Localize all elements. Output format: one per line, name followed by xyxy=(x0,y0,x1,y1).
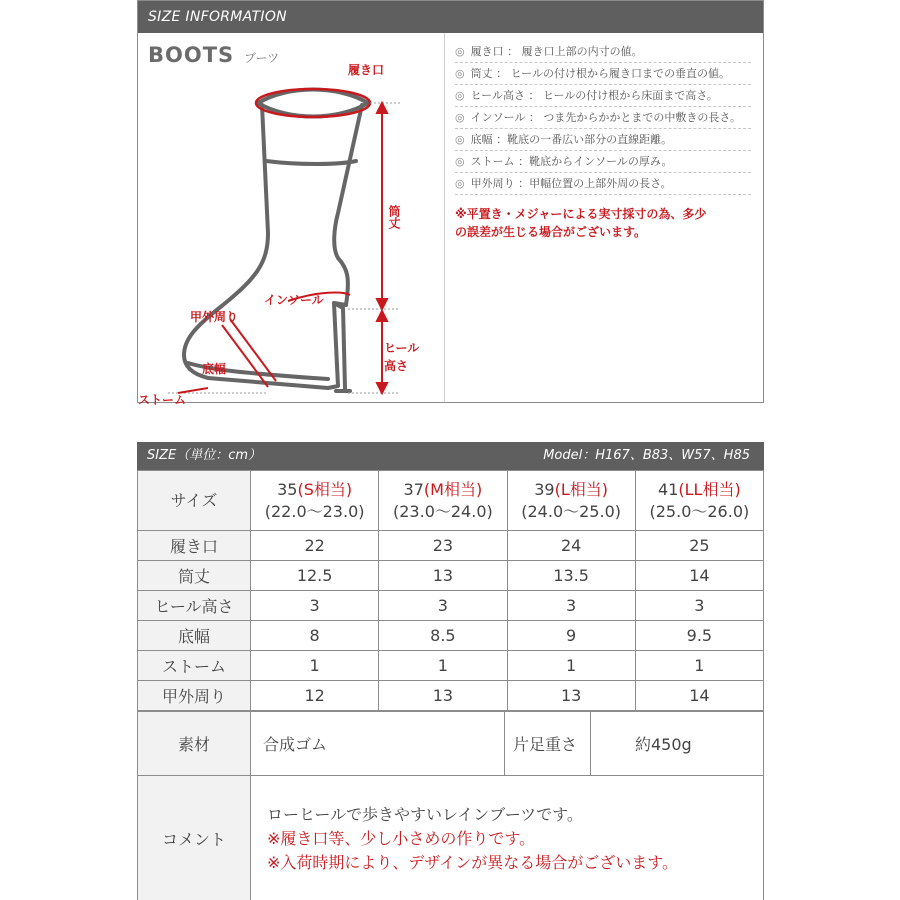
measurement-note: ※平置き・メジャーによる実寸採寸の為、多少 の誤差が生じる場合がございます。 xyxy=(455,207,707,239)
material-value: 合成ゴム xyxy=(251,712,505,776)
row-header: 甲外周り xyxy=(138,681,251,711)
row-header: 筒丈 xyxy=(138,561,251,591)
table-row xyxy=(138,651,764,681)
size-information-header: SIZE INFORMATION xyxy=(138,1,763,33)
row-header: サイズ xyxy=(138,471,251,531)
table-cell: 3 xyxy=(251,591,379,621)
boots-subtitle: ブーツ xyxy=(244,51,280,65)
table-row xyxy=(138,531,764,561)
table-cell: 3 xyxy=(507,591,635,621)
label-insole: インソール xyxy=(264,293,324,307)
definition-row: ◎ 底幅 ：靴底の一番広い部分の直線距離。 xyxy=(455,129,751,151)
label-shaft: 筒丈 xyxy=(387,205,401,229)
weight-value: 約450g xyxy=(591,712,764,776)
table-cell: 8 xyxy=(251,621,379,651)
label-instep: 甲外周り xyxy=(190,310,239,324)
table-cell: 23 xyxy=(379,531,507,561)
row-header: 底幅 xyxy=(138,621,251,651)
table-row xyxy=(138,712,764,776)
table-cell: 25 xyxy=(635,531,763,561)
size-unit-label: SIZE（単位：cm） xyxy=(147,448,262,463)
table-cell: 22 xyxy=(251,531,379,561)
boot-outline xyxy=(184,90,368,392)
definition-row: ◎ インソール ： つま先からかかとまでの中敷きの長さ。 xyxy=(455,107,751,129)
label-opening: 履き口 xyxy=(348,63,385,77)
table-row xyxy=(138,471,764,531)
comment-line: ※履き口等、少し小さめの作りです。 xyxy=(267,828,536,848)
table-cell: 1 xyxy=(507,651,635,681)
definition-row: ◎ 履き口 ： 履き口上部の内寸の値。 xyxy=(455,41,751,63)
table-row xyxy=(138,776,764,900)
table-cell: 14 xyxy=(635,561,763,591)
comment-label: コメント xyxy=(138,776,251,900)
table-cell: 3 xyxy=(635,591,763,621)
definition-row: ◎ 筒丈 ： ヒールの付け根から履き口までの垂直の値。 xyxy=(455,63,751,85)
label-storm: ストーム xyxy=(138,393,187,407)
row-header: ヒール高さ xyxy=(138,591,251,621)
label-heel-height: ヒール高さ xyxy=(384,341,420,373)
material-table xyxy=(137,711,764,776)
size-cell: 41(LL相当) (25.0〜26.0) xyxy=(635,471,763,531)
table-cell: 8.5 xyxy=(379,621,507,651)
table-row xyxy=(138,621,764,651)
comment-line: ※入荷時期により、デザインが異なる場合がございます。 xyxy=(267,852,679,872)
table-row xyxy=(138,591,764,621)
boots-title: BOOTS xyxy=(148,43,235,67)
table-cell: 12.5 xyxy=(251,561,379,591)
model-info: Model：H167、B83、W57、H85 xyxy=(543,448,750,463)
table-cell: 1 xyxy=(379,651,507,681)
definition-row: ◎ ストーム ：靴底からインソールの厚み。 xyxy=(455,151,751,173)
size-table-header xyxy=(137,442,764,470)
table-cell: 13.5 xyxy=(507,561,635,591)
size-information-panel xyxy=(137,0,764,407)
table-cell: 1 xyxy=(251,651,379,681)
comment-cell xyxy=(251,776,764,900)
table-cell: 13 xyxy=(379,681,507,711)
table-cell: 13 xyxy=(507,681,635,711)
boot-diagram-area xyxy=(138,33,444,407)
table-cell: 9 xyxy=(507,621,635,651)
table-row xyxy=(138,561,764,591)
opening-measure-ellipse xyxy=(256,89,370,117)
table-cell: 1 xyxy=(635,651,763,681)
table-cell: 13 xyxy=(379,561,507,591)
definitions-column xyxy=(444,33,763,402)
row-header: ストーム xyxy=(138,651,251,681)
table-cell: 9.5 xyxy=(635,621,763,651)
size-cell: 37(M相当) (23.0〜24.0) xyxy=(379,471,507,531)
table-row xyxy=(138,681,764,711)
weight-label: 片足重さ xyxy=(505,712,591,776)
size-cell: 39(L相当) (24.0〜25.0) xyxy=(507,471,635,531)
size-cell: 35(S相当) (22.0〜23.0) xyxy=(251,471,379,531)
sole-width-measure-arrow xyxy=(222,319,276,387)
comment-line: ローヒールで歩きやすいレインブーツです。 xyxy=(267,804,583,824)
size-table xyxy=(137,470,764,711)
table-cell: 12 xyxy=(251,681,379,711)
material-label: 素材 xyxy=(138,712,251,776)
label-sole-width: 底幅 xyxy=(202,362,227,376)
row-header: 履き口 xyxy=(138,531,251,561)
definition-row: ◎ ヒール高さ ： ヒールの付け根から床面まで高さ。 xyxy=(455,85,751,107)
definition-row: ◎ 甲外周り ：甲幅位置の上部外周の長さ。 xyxy=(455,173,751,195)
table-cell: 24 xyxy=(507,531,635,561)
comment-table xyxy=(137,775,764,900)
table-cell: 14 xyxy=(635,681,763,711)
table-cell: 3 xyxy=(379,591,507,621)
